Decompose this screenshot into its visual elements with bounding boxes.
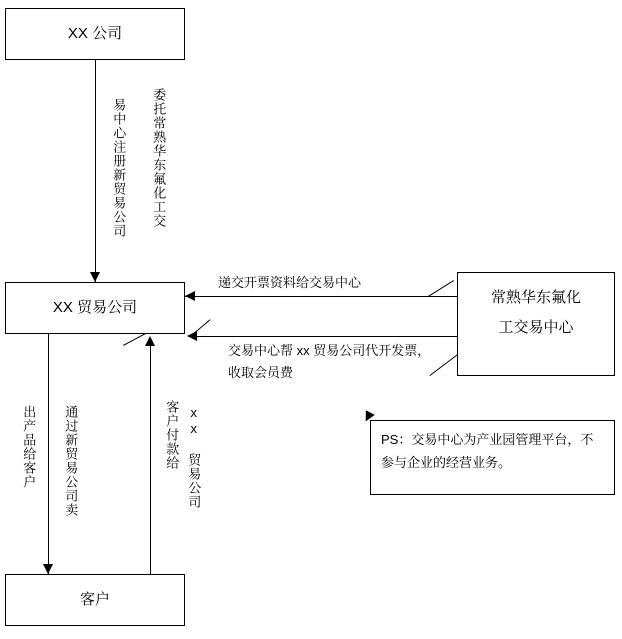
edge-label-sell-through-new-company: 通过新贸易公司卖: [63, 405, 79, 517]
node-ps-note-label: PS：交易中心为产业园管理平台，不参与企业的经营业务。: [381, 432, 594, 470]
edge-label-entrust-register-col1: 委托常熟华东氟化工交: [151, 88, 167, 228]
edge-center-to-trading-bottom: [190, 336, 457, 337]
edge-customer-to-trading-arrow: [145, 336, 155, 346]
node-ps-note: [370, 420, 615, 495]
node-parent-company-label: XX 公司: [67, 25, 123, 42]
edge-center-to-trading-bottom-tail: [190, 319, 211, 336]
edge-customer-to-trading: [150, 345, 151, 575]
edge-label-customer-pays-col2: xx 贸易公司: [186, 405, 202, 509]
edge-label-customer-pays-col1: 客户付款给: [164, 400, 180, 470]
node-customer-label: 客户: [79, 591, 110, 608]
edge-trading-to-customer: [48, 334, 49, 574]
edge-parent-to-trading: [95, 60, 96, 282]
edge-trading-to-customer-arrow: [43, 564, 53, 574]
node-exchange-center-label-line2: 工交易中心: [498, 319, 574, 336]
edge-label-ship-goods: 出产品给客户: [21, 405, 37, 489]
node-exchange-center[interactable]: [457, 272, 615, 376]
node-customer[interactable]: [5, 574, 185, 626]
node-parent-company[interactable]: [5, 8, 185, 60]
node-trading-company-label: XX 贸易公司: [52, 299, 138, 316]
node-trading-company[interactable]: [5, 282, 185, 334]
edge-label-center-invoices: 交易中心帮 xx 贸易公司代开发票，收取会员费: [228, 343, 431, 381]
edge-parent-to-trading-arrow: [90, 272, 100, 282]
edge-label-submit-invoice-docs: 递交开票资料给交易中心: [218, 275, 362, 290]
node-exchange-center-label: 常熟华东氟化: [490, 289, 581, 306]
edge-label-entrust-register-col2: 易中心注册新贸易公司: [111, 98, 127, 238]
edge-trading-to-center-top: [185, 296, 457, 297]
edge-trading-to-center-top-tail: [428, 280, 454, 297]
edge-trading-to-center-top-arrow: [185, 291, 195, 301]
